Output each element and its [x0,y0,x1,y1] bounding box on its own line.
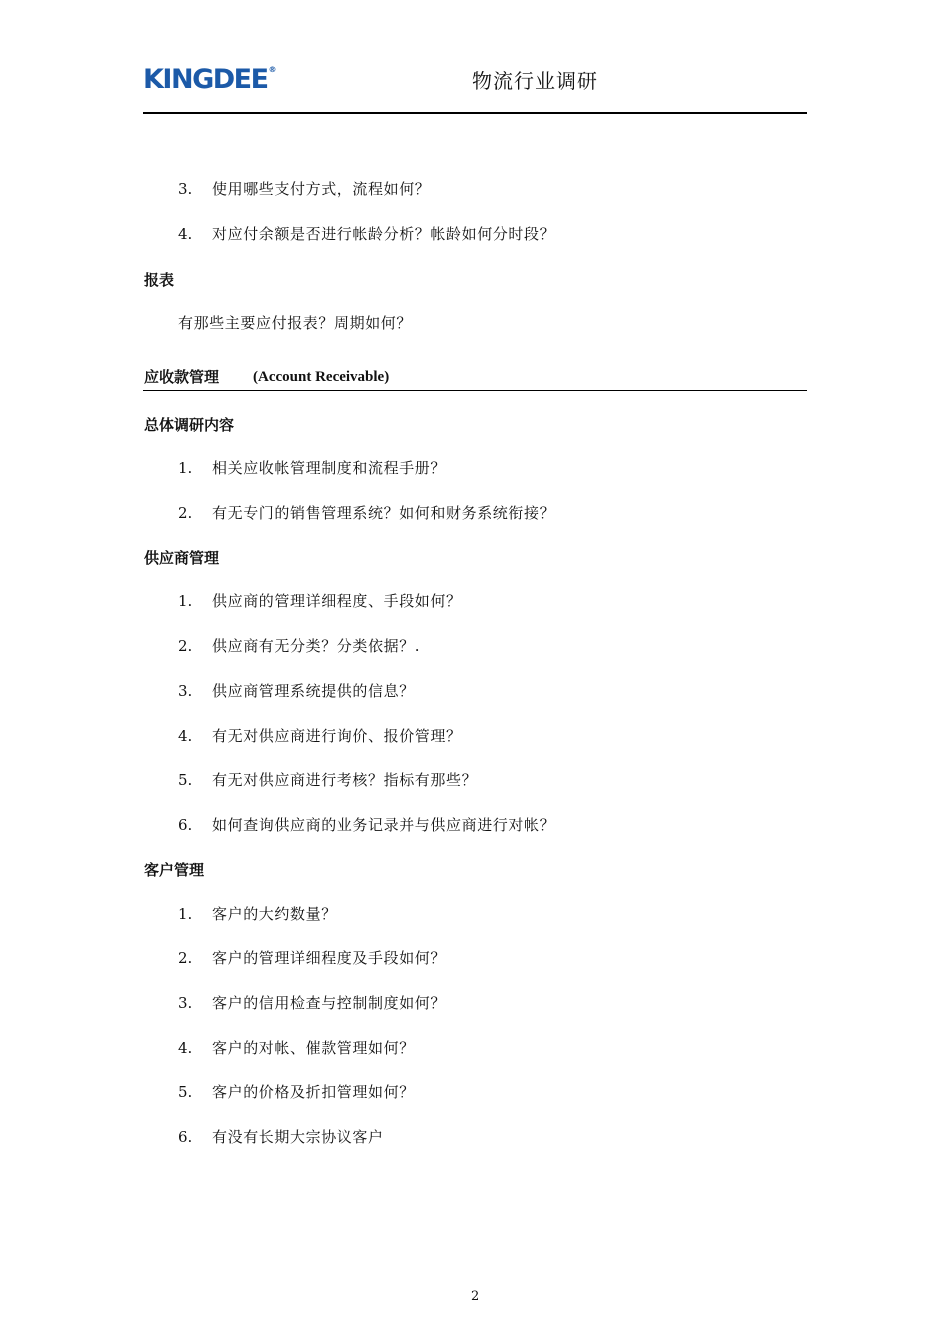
item-number: 2. [178,504,193,522]
item-text: 供应商管理系统提供的信息？ [212,682,415,700]
item-number: 6. [178,816,193,834]
reports-text: 有那些主要应付报表？周期如何？ [178,314,413,332]
item-number: 2. [178,949,193,967]
customers-heading: 客户管理 [144,861,205,879]
item-text: 有无对供应商进行询价、报价管理？ [212,727,462,745]
item-number: 3. [178,682,193,700]
page-number: 2 [471,1289,480,1304]
item-number: 4. [178,225,193,243]
item-text: 客户的对帐、催款管理如何？ [212,1039,415,1057]
item-number: 1. [178,905,193,923]
item-number: 3. [178,994,193,1012]
kingdee-logo [143,66,277,93]
suppliers-heading: 供应商管理 [144,549,220,567]
item-text: 有无专门的销售管理系统？如何和财务系统衔接？ [212,504,556,522]
item-text: 有没有长期大宗协议客户 [212,1128,384,1146]
item-number: 1. [178,459,193,477]
item-number: 6. [178,1128,193,1146]
item-text: 客户的价格及折扣管理如何？ [212,1083,415,1101]
item-text: 客户的大约数量？ [212,905,337,923]
section-title-cn: 应收款管理 [144,368,220,386]
item-text: 有无对供应商进行考核？指标有那些？ [212,771,478,789]
document-title: 物流行业调研 [472,69,598,93]
item-number: 5. [178,771,193,789]
overview-heading: 总体调研内容 [144,416,235,434]
section-divider [143,390,807,391]
item-text: 相关应收帐管理制度和流程手册？ [212,459,447,477]
item-text: 使用哪些支付方式，流程如何？ [212,180,431,198]
item-text: 供应商有无分类？分类依据？. [212,637,421,655]
reports-heading: 报表 [144,271,175,289]
item-number: 4. [178,727,193,745]
header-divider [143,112,807,114]
item-text: 客户的管理详细程度及手段如何？ [212,949,447,967]
logo-text: KINGDEE [143,64,268,95]
registered-mark: ® [268,65,277,74]
item-number: 2. [178,637,193,655]
item-number: 3. [178,180,193,198]
item-number: 4. [178,1039,193,1057]
item-text: 客户的信用检查与控制制度如何？ [212,994,447,1012]
section-title-en: (Account Receivable) [253,369,390,385]
item-text: 供应商的管理详细程度、手段如何？ [212,592,462,610]
item-text: 如何查询供应商的业务记录并与供应商进行对帐？ [212,816,556,834]
item-number: 1. [178,592,193,610]
item-number: 5. [178,1083,193,1101]
item-text: 对应付余额是否进行帐龄分析？帐龄如何分时段？ [212,225,556,243]
